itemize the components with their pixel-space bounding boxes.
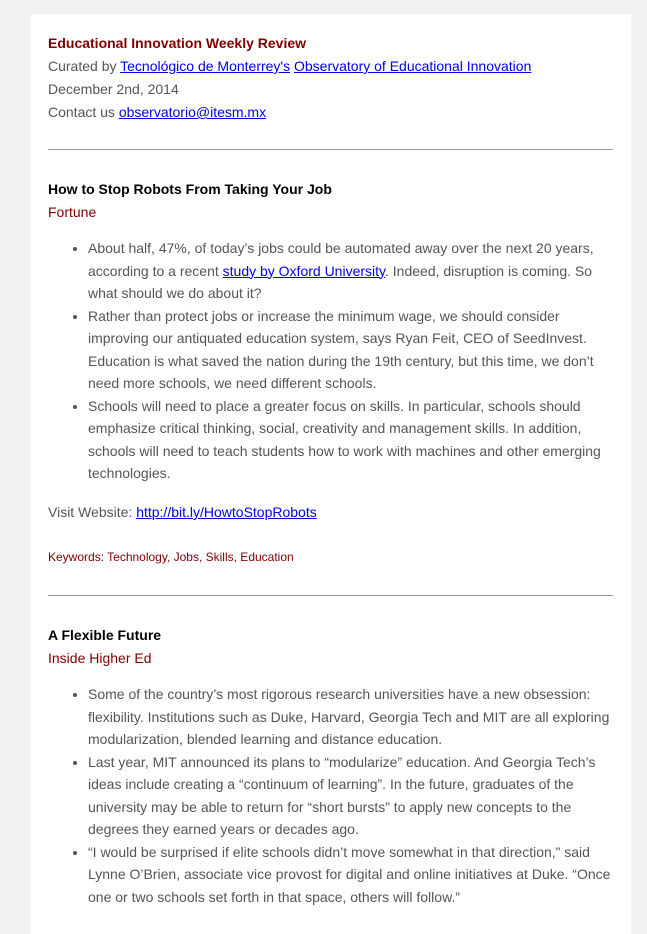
observatory-link[interactable]: Observatory of Educational Innovation: [294, 58, 532, 74]
list-item: [88, 237, 613, 305]
tec-monterrey-link[interactable]: Tecnológico de Monterrey's: [120, 58, 291, 74]
curated-by-line: [48, 58, 531, 74]
visit-website-link[interactable]: http://bit.ly/HowtoStopRobots: [136, 504, 317, 520]
curated-prefix: Curated by: [48, 58, 121, 74]
article-title: A Flexible Future: [48, 627, 162, 643]
article-source: Inside Higher Ed: [48, 650, 152, 666]
article-bullets: [48, 237, 613, 485]
newsletter-card: [31, 14, 631, 934]
contact-line: [48, 104, 266, 120]
newsletter-title: Educational Innovation Weekly Review: [48, 35, 307, 51]
contact-prefix: Contact us: [48, 104, 119, 120]
list-item: • Last year, MIT announced its plans to “modularize” education. And Georgia Tech’s ideas include creating a “continuum of learning”. In the future, graduates of the university may be able to return for “short bursts” to apply new concepts to the degrees they earned years or decades ago.: [88, 751, 613, 841]
contact-email-link[interactable]: observatorio@itesm.mx: [118, 104, 267, 120]
oxford-study-link[interactable]: study by Oxford University: [222, 262, 385, 279]
list-item: • Schools will need to place a greater focus on skills. In particular, schools should emphasize critical thinking, social, creativity and management skills. In addition, schools will need to teach students how to work with machines and other emerging technologies.: [88, 395, 613, 485]
divider: [48, 149, 613, 150]
list-item: • Rather than protect jobs or increase the minimum wage, we should consider improving our antiquated education system, says Ryan Feit, CEO of SeedInvest. Education is what saved the nation during the 19th century, but this time, we don’t need more schools, we need different schools.: [88, 305, 613, 395]
visit-website-line: [48, 504, 317, 520]
list-item: • Some of the country’s most rigorous research universities have a new obsession: flexibility. Institutions such as Duke, Harvard, Georgia Tech and MIT are all exploring modularization, blended learning and distance education.: [88, 683, 613, 751]
article-bullets: [48, 683, 613, 908]
article-source: Fortune: [48, 204, 97, 220]
article-keywords: Keywords: Technology, Jobs, Skills, Education: [48, 550, 294, 564]
bullet-text: About half, 47%, of today’s jobs could be automated away over the next 20 years, according to a recent: [88, 240, 594, 279]
bullet-text: . Indeed, disruption is coming. So what should we do about it?: [88, 262, 593, 301]
article-title: How to Stop Robots From Taking Your Job: [48, 181, 332, 197]
visit-label: Visit Website:: [48, 504, 137, 520]
list-item: • “I would be surprised if elite schools didn’t move somewhat in that direction,” said Lynne O’Brien, associate vice provost for digital and online initiatives at Duke. “Once one or two schools set forth in that space, others will follow.”: [88, 841, 613, 909]
issue-date: December 2nd, 2014: [48, 81, 179, 97]
divider: [48, 595, 613, 596]
